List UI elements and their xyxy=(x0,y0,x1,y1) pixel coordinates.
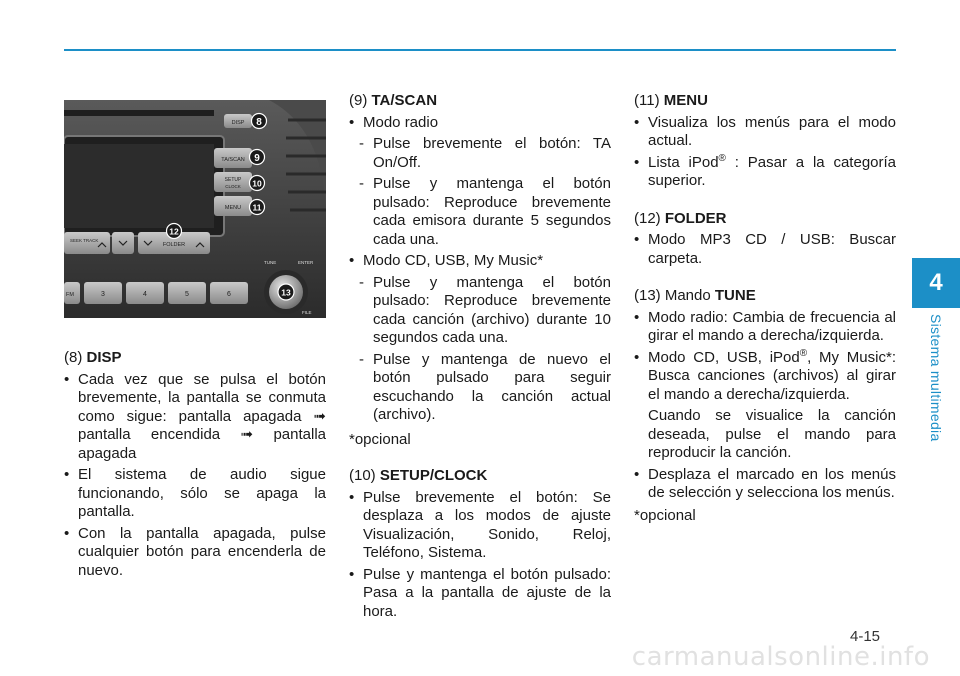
heading-folder-title: FOLDER xyxy=(664,209,727,227)
seek-track-button xyxy=(64,232,110,254)
preset-label-3: 3 xyxy=(101,291,105,298)
chapter-number-tab: 4 xyxy=(912,258,960,308)
sub-item: - Pulse y mantenga el botón pulsado: Reproduce brevemente cada emisora durante 5 segundos cada una. xyxy=(359,175,611,248)
list-item: • Pulse brevemente el botón: Se desplaza a los modos de ajuste Visualización, Sonido, Reloj, Teléfono, Sistema. xyxy=(349,489,611,563)
menu-button-label: MENU xyxy=(224,205,242,211)
heading-setup-clock: (10) SETUP/CLOCK xyxy=(349,467,488,484)
list-item: • Modo CD, USB, My Music* xyxy=(349,252,611,271)
fm-label: FM xyxy=(66,292,74,298)
callout-12-label: 12 xyxy=(169,226,179,237)
file-label: FILE xyxy=(302,310,312,315)
list-item: • Pulse y mantenga el botón pulsado: Pasa a la pantalla de ajuste de la hora. xyxy=(349,566,611,622)
cd-slot xyxy=(64,110,214,116)
top-rule xyxy=(64,49,896,51)
heading-folder: (12) FOLDER xyxy=(634,209,727,227)
heading-menu-title: MENU xyxy=(663,92,708,109)
heading-tune: (13) Mando TUNE xyxy=(634,287,756,304)
preset-label-4: 4 xyxy=(143,291,147,298)
heading-disp: (8) DISP xyxy=(64,349,122,366)
enter-label: ENTER xyxy=(298,260,314,265)
callout-9-label: 9 xyxy=(254,153,260,164)
list-item: • Modo CD, USB, iPod®, My Music*: Busca canciones (archivos) al girar el mando a derecha/izquierda. xyxy=(634,349,896,405)
list-item: • Cada vez que se pulsa el botón brevemente, la pantalla se conmuta como sigue: pantalla apagada ➟ pantalla encendida ➟ pantalla apagada xyxy=(64,371,326,464)
callout-8-label: 8 xyxy=(256,117,262,128)
tune-label: TUNE xyxy=(264,260,277,265)
column-2 xyxy=(349,92,611,624)
heading-ta-scan: (9) TA/SCAN xyxy=(349,92,438,109)
optional-note: *opcional xyxy=(634,506,696,524)
column-3 xyxy=(634,92,896,543)
disp-button-label: DISP xyxy=(231,120,245,126)
callout-13-label: 13 xyxy=(281,287,291,298)
list-item: • Visualiza los menús para el modo actual. xyxy=(634,114,896,151)
chapter-name: Sistema multimedia xyxy=(928,314,944,442)
radio-illustration xyxy=(64,100,326,318)
preset-label-6: 6 xyxy=(227,291,231,298)
list-item: • Modo radio: Cambia de frecuencia al girar el mando a derecha/izquierda. xyxy=(634,309,896,346)
column-1 xyxy=(64,349,326,583)
list-item: • Modo MP3 CD / USB: Buscar carpeta. xyxy=(634,231,896,268)
page-number: 4-15 xyxy=(850,628,881,645)
folder-button-label: FOLDER xyxy=(162,242,186,248)
list-item: • El sistema de audio sigue funcionando, sólo se apaga la pantalla. xyxy=(64,466,326,522)
clock-label: CLOCK xyxy=(225,184,241,189)
heading-tune-title: TUNE xyxy=(714,287,756,304)
radio-head-unit-figure xyxy=(64,100,326,318)
list-item: • Desplaza el marcado en los menús de selección y selecciona los menús. xyxy=(634,466,896,503)
heading-disp-title: DISP xyxy=(86,349,122,366)
footer-watermark: carmanualsonline.info xyxy=(631,642,930,672)
callout-11-label: 11 xyxy=(252,202,262,213)
ta-scan-button-label: TA/SCAN xyxy=(221,157,245,163)
sub-item: - Pulse brevemente el botón: TA On/Off. xyxy=(359,135,611,171)
heading-menu: (11) MENU xyxy=(634,92,708,109)
sub-item: - Pulse y mantenga el botón pulsado: Reproduce brevemente cada canción (archivo) durante 10 segundos cada una. xyxy=(359,273,611,346)
heading-ta-scan-title: TA/SCAN xyxy=(371,92,438,109)
preset-label-5: 5 xyxy=(185,291,189,298)
list-item: • Lista iPod® : Pasar a la categoría superior. xyxy=(634,154,896,191)
optional-note: *opcional xyxy=(349,430,411,448)
list-item: • Modo radio xyxy=(349,114,611,133)
heading-setup-clock-title: SETUP/CLOCK xyxy=(379,467,488,484)
paragraph: Cuando se visualice la canción deseada, pulse el mando para reproducir la canción. xyxy=(648,407,896,461)
setup-label: SETUP xyxy=(224,177,242,183)
list-item: • Con la pantalla apagada, pulse cualquier botón para encenderla de nuevo. xyxy=(64,525,326,581)
sub-item: - Pulse y mantenga de nuevo el botón pulsado para seguir escuchando la canción actual (archivo). xyxy=(359,350,611,423)
seek-track-label: SEEK TRACK xyxy=(70,238,99,243)
callout-10-label: 10 xyxy=(252,178,262,189)
